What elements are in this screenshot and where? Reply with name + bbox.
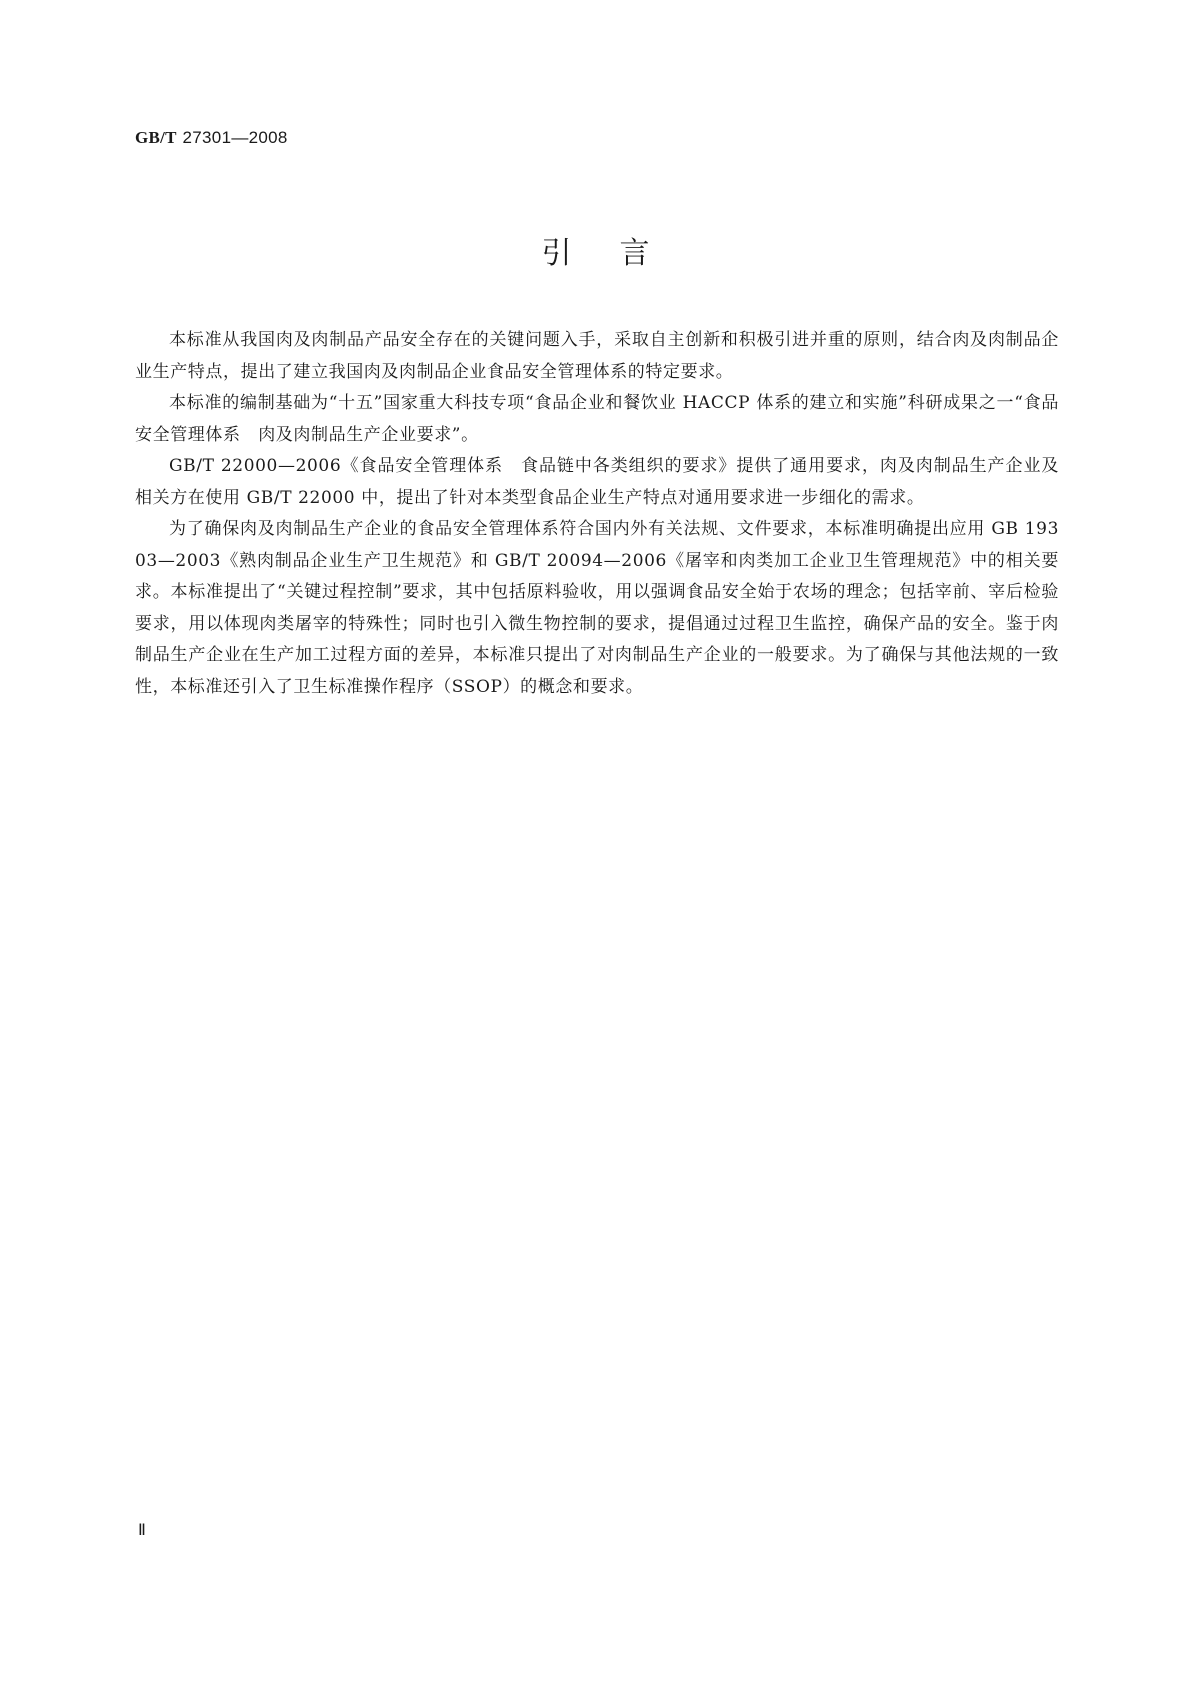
paragraph-1: 本标准从我国肉及肉制品产品安全存在的关键问题入手，采取自主创新和积极引进并重的原则，结合肉及肉制品企业生产特点，提出了建立我国肉及肉制品企业食品安全管理体系的特定要求。 <box>135 330 1059 382</box>
introduction-body <box>135 325 1059 703</box>
page-number: Ⅱ <box>138 1522 146 1539</box>
paragraph-2: 本标准的编制基础为“十五”国家重大科技专项“食品企业和餐饮业 HACCP 体系的建立和实施”科研成果之一“食品安全管理体系 肉及肉制品生产企业要求”。 <box>135 393 1059 445</box>
page-title: 引言 <box>541 236 698 271</box>
standard-prefix: GB/T <box>135 128 177 147</box>
paragraph-4: 为了确保肉及肉制品生产企业的食品安全管理体系符合国内外有关法规、文件要求，本标准明确提出应用 GB 19303—2003《熟肉制品企业生产卫生规范》和 GB/T 20094—2006《屠宰和肉类加工企业卫生管理规范》中的相关要求。本标准提出了“关键过程控制”要求，其中包括原料验收，用以强调食品安全始于农场的理念；包括宰前、宰后检验要求，用以体现肉类屠宰的特殊性；同时也引入微生物控制的要求，提倡通过过程卫生监控，确保产品的安全。鉴于肉制品生产企业在生产加工过程方面的差异，本标准只提出了对肉制品生产企业的一般要求。为了确保与其他法规的一致性，本标准还引入了卫生标准操作程序（SSOP）的概念和要求。 <box>135 519 1059 697</box>
standard-code <box>135 128 288 148</box>
standard-number: 27301—2008 <box>182 128 288 147</box>
paragraph-3: GB/T 22000—2006《食品安全管理体系 食品链中各类组织的要求》提供了通用要求，肉及肉制品生产企业及相关方在使用 GB/T 22000 中，提出了针对本类型食品企业生产特点对通用要求进一步细化的需求。 <box>135 456 1059 508</box>
